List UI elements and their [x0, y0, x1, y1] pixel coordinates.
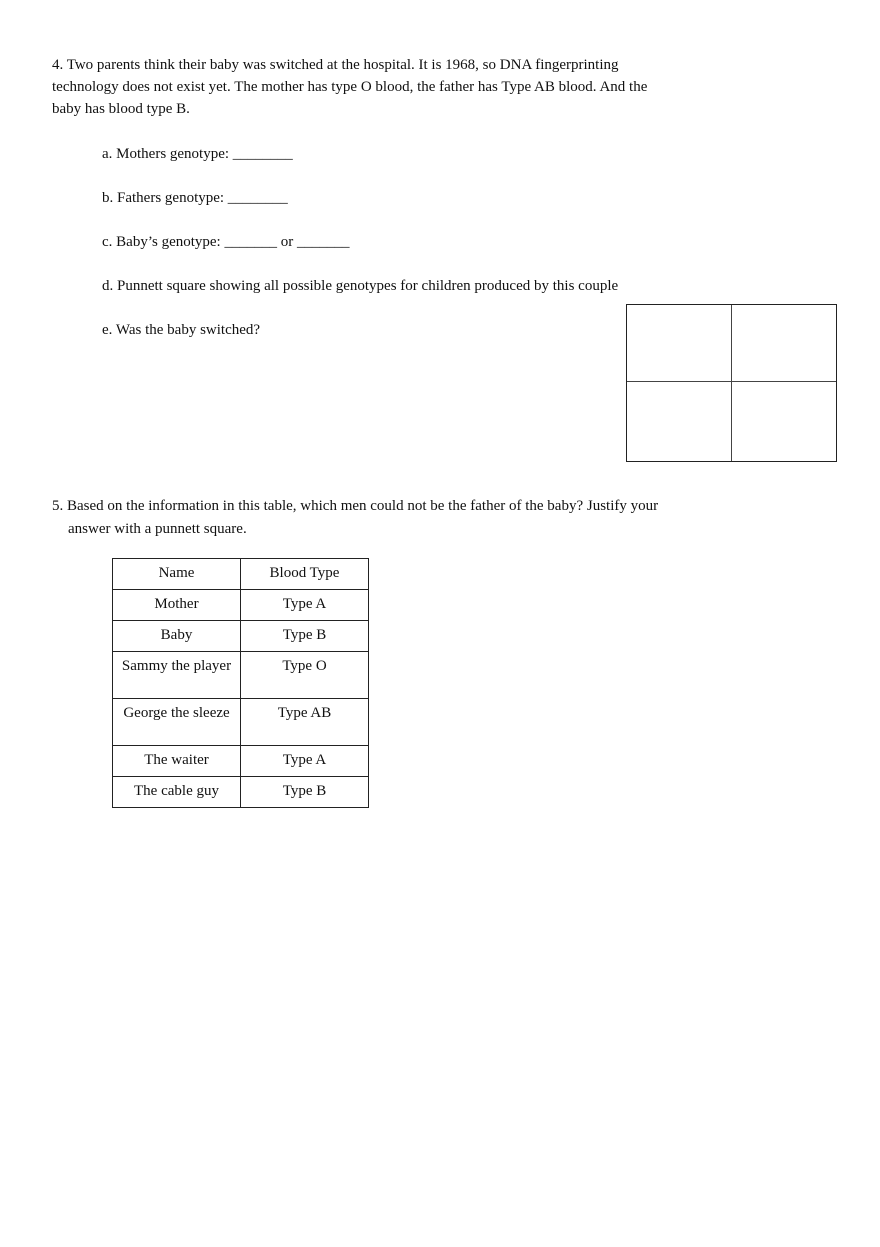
- row-name: The waiter: [113, 746, 241, 777]
- row-name: Sammy the player: [113, 652, 241, 699]
- q5-text-line-2: answer with a punnett square.: [68, 521, 247, 537]
- table-row: [113, 590, 369, 621]
- header-name: Name: [113, 559, 241, 590]
- table-row: [113, 699, 369, 746]
- q4-text-line-1: 4. Two parents think their baby was switched at the hospital. It is 1968, so DNA fingerprinting: [52, 57, 619, 73]
- punnett-divider-horizontal: [627, 381, 836, 382]
- q4-part-c: c. Baby’s genotype: _______ or _______: [102, 234, 350, 250]
- q5-text-line-1: 5. Based on the information in this table, which men could not be the father of the baby? Justify your: [52, 498, 659, 514]
- punnett-square: [626, 304, 837, 462]
- q4-part-b: b. Fathers genotype: ________: [102, 190, 288, 206]
- row-blood-type: Type B: [241, 621, 369, 652]
- row-blood-type: Type B: [241, 777, 369, 808]
- table-row: [113, 652, 369, 699]
- row-name: Mother: [113, 590, 241, 621]
- row-name: George the sleeze: [113, 699, 241, 746]
- q4-part-a: a. Mothers genotype: ________: [102, 146, 293, 162]
- row-blood-type: Type A: [241, 590, 369, 621]
- table-row: [113, 746, 369, 777]
- q4-part-e: e. Was the baby switched?: [102, 322, 261, 338]
- punnett-divider-vertical: [731, 305, 732, 461]
- header-blood-type: Blood Type: [241, 559, 369, 590]
- row-name: Baby: [113, 621, 241, 652]
- row-name: The cable guy: [113, 777, 241, 808]
- table-row: [113, 621, 369, 652]
- row-blood-type: Type AB: [241, 699, 369, 746]
- table-row: [113, 777, 369, 808]
- q4-part-d: d. Punnett square showing all possible genotypes for children produced by this couple: [102, 278, 619, 294]
- q4-text-line-2: technology does not exist yet. The mother has type O blood, the father has Type AB blood. And the: [52, 79, 648, 95]
- row-blood-type: Type A: [241, 746, 369, 777]
- q4-text-line-3: baby has blood type B.: [52, 101, 190, 117]
- blood-type-table: [112, 558, 369, 808]
- row-blood-type: Type O: [241, 652, 369, 699]
- table-header-row: [113, 559, 369, 590]
